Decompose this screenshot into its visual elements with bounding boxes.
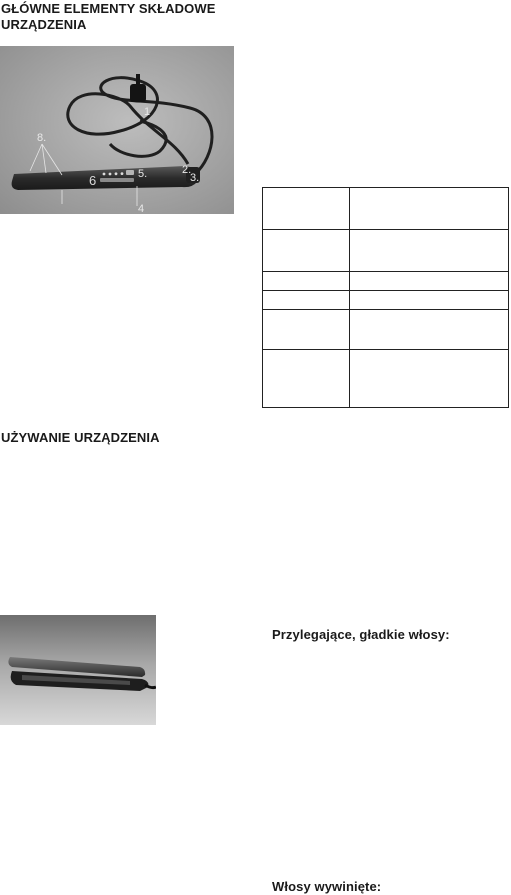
heading-smooth-hair: Przylegające, gładkie włosy:	[272, 627, 450, 642]
table-cell	[350, 188, 509, 230]
callout-4: 4	[138, 203, 145, 214]
table-row	[263, 230, 509, 272]
table-cell	[263, 291, 350, 310]
table-row	[263, 188, 509, 230]
table-cell	[263, 310, 350, 350]
table-cell	[350, 272, 509, 291]
straightener-illustration	[0, 46, 234, 214]
table-cell	[263, 188, 350, 230]
table-cell	[350, 350, 509, 408]
table-cell	[263, 230, 350, 272]
table-cell	[350, 310, 509, 350]
table-cell	[263, 350, 350, 408]
callout-2: 2.	[182, 164, 192, 176]
table-row	[263, 291, 509, 310]
table-row	[263, 310, 509, 350]
callout-8: 8.	[37, 132, 47, 144]
heading-using-device: UŻYWANIE URZĄDZENIA	[1, 430, 160, 445]
table-row	[263, 272, 509, 291]
callout-1: 1	[144, 106, 151, 118]
table-row	[263, 350, 509, 408]
straightener-open-photo	[0, 615, 156, 725]
table-cell	[263, 272, 350, 291]
heading-main-components: GŁÓWNE ELEMENTY SKŁADOWE URZĄDZENIA	[1, 1, 216, 32]
straightener-open-illustration	[0, 615, 156, 725]
callout-3: 3.	[190, 172, 200, 184]
straightener-photo	[0, 46, 234, 214]
table-cell	[350, 291, 509, 310]
heading-curled-hair: Włosy wywinięte:	[272, 879, 382, 894]
spec-table	[262, 187, 509, 408]
callout-6: 6	[89, 173, 97, 188]
callout-5: 5.	[138, 168, 148, 180]
table-cell	[350, 230, 509, 272]
